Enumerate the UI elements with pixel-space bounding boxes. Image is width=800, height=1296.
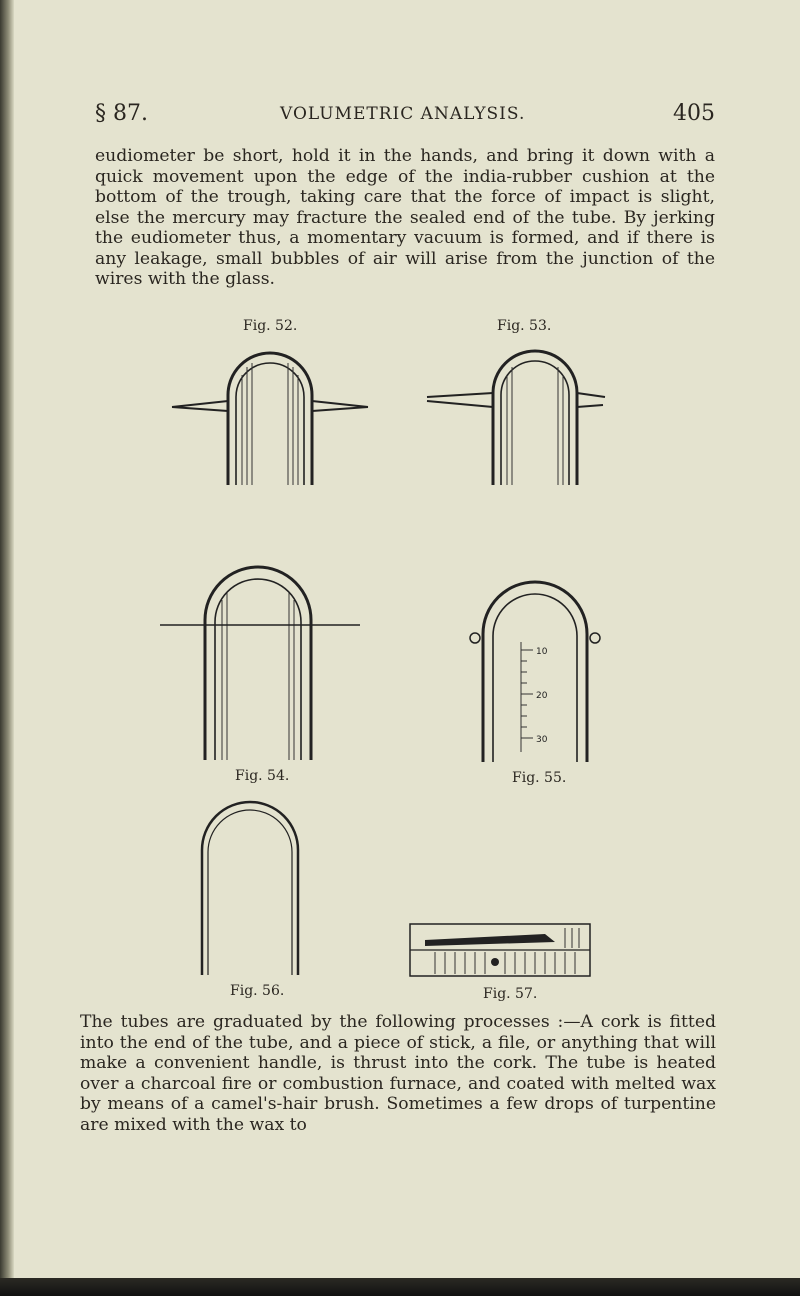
fig-52-illustration [170,335,370,485]
scale-label-10: 10 [536,647,548,657]
fig-57-illustration [405,920,595,980]
scale-label-30: 30 [536,735,548,745]
paragraph-top: eudiometer be short, hold it in the hands, and bring it down with a quick movement upon the edge of the india-rubber cushion at the bottom of the trough, taking care that the force of impact is slight, else the mercury may fracture the sealed end of the tube. By jerking the eudiometer thus, a momentary vacuum is formed, and if there is any leakage, small bubbles of air will arise from the junction of the wires with the glass. [95,146,715,289]
fig-53-illustration [425,335,620,485]
page-bottom-shadow [0,1278,800,1296]
running-head [95,101,715,131]
book-spine-shadow [0,0,14,1296]
scale-label-20: 20 [536,691,548,701]
fig-55-illustration [455,572,615,762]
fig-56-caption: Fig. 56. [230,983,285,999]
fig-54-caption: Fig. 54. [235,768,290,784]
fig-55-caption: Fig. 55. [512,770,567,786]
fig-56-illustration [190,790,310,975]
fig-52-caption: Fig. 52. [243,318,298,334]
page-number: 405 [673,101,715,126]
section-number: § 87. [95,101,148,126]
fig-57-caption: Fig. 57. [483,986,538,1002]
paragraph-bottom: The tubes are graduated by the following processes :—A cork is fitted into the end of the tube, and a piece of stick, a file, or anything that will make a convenient handle, is thrust into the cork. The tube is heated over a charcoal fire or combustion furnace, and coated with melted wax by means of a camel's-hair brush. Sometimes a few drops of turpentine are mixed with the wax to [80,1012,716,1135]
chapter-title: VOLUMETRIC ANALYSIS. [280,104,526,124]
fig-53-caption: Fig. 53. [497,318,552,334]
fig-54-illustration [160,555,360,760]
